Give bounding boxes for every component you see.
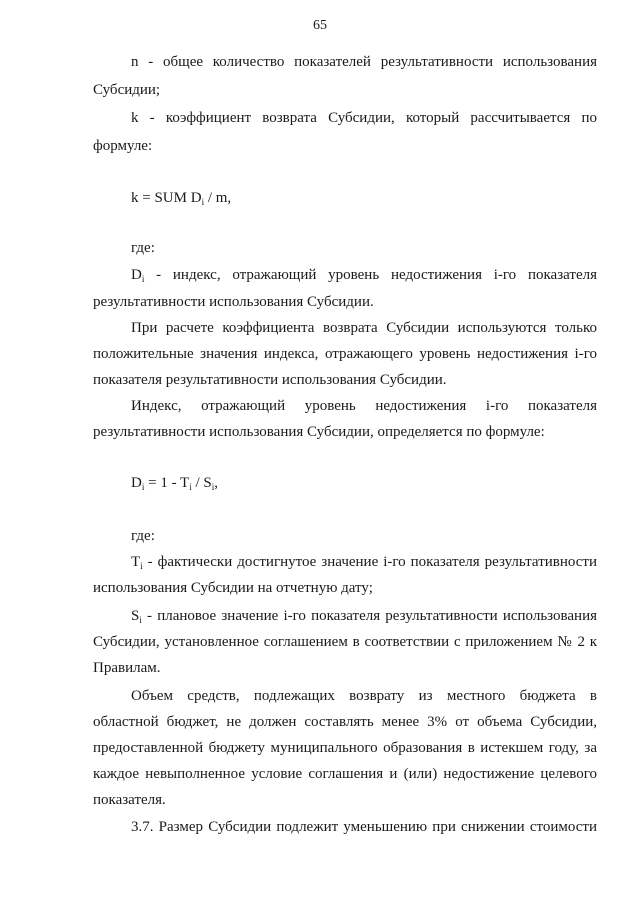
- text-line: результативности использования Субсидии, определяется по формуле:: [93, 424, 545, 440]
- formula-text: ,: [214, 475, 219, 491]
- text-line: предоставленной бюджету муниципального образования в истекшем году, за: [93, 740, 597, 756]
- text-line: каждое невыполненное условие соглашения и (или) недостижение целевого: [93, 766, 597, 782]
- text-line: k - коэффициент возврата Субсидии, который рассчитывается по: [131, 110, 597, 126]
- where-label: где:: [131, 528, 155, 544]
- text-line: n - общее количество показателей результативности использования: [131, 54, 597, 70]
- text-run: - плановое значение i-го показателя результативности использования: [141, 608, 597, 624]
- subscript: i: [201, 197, 205, 207]
- text-line: При расчете коэффициента возврата Субсидии используются только: [131, 320, 597, 336]
- text-line: положительные значения индекса, отражающего уровень недостижения i-го: [93, 346, 597, 362]
- var-d: D: [131, 267, 142, 283]
- text-line: Правилам.: [93, 660, 161, 676]
- text-line: результативности использования Субсидии.: [93, 294, 374, 310]
- text-line: использования Субсидии на отчетную дату;: [93, 580, 373, 596]
- text-line: [131, 552, 597, 576]
- text-line: областной бюджет, не должен составлять менее 3% от объема Субсидии,: [93, 714, 597, 730]
- formula-text: / m,: [204, 190, 232, 206]
- subscript: i: [211, 482, 215, 492]
- text-line: Объем средств, подлежащих возврату из местного бюджета в: [131, 688, 597, 704]
- text-line: [131, 606, 597, 630]
- text-run: - индекс, отражающий уровень недостижения i-го показателя: [144, 267, 597, 283]
- formula-d: [131, 473, 218, 497]
- text-run: - фактически достигнутое значение i-го показателя результативности: [142, 554, 597, 570]
- formula-text: D: [131, 475, 142, 491]
- var-s: S: [131, 608, 140, 624]
- subscript: i: [141, 274, 145, 284]
- formula-text: k = SUM D: [131, 190, 202, 206]
- text-line: [131, 265, 597, 289]
- text-line: Субсидии;: [93, 82, 161, 98]
- page-number: 65: [313, 18, 327, 33]
- subscript: i: [141, 482, 145, 492]
- subscript: i: [140, 561, 143, 571]
- where-label: где:: [131, 240, 155, 256]
- subscript: i: [189, 482, 192, 492]
- text-line: показателя.: [93, 792, 166, 808]
- subscript: i: [139, 615, 142, 625]
- text-line: 3.7. Размер Субсидии подлежит уменьшению при снижении стоимости: [131, 819, 597, 835]
- text-line: Индекс, отражающий уровень недостижения i-го показателя: [131, 398, 597, 414]
- text-line: показателя результативности использования Субсидии.: [93, 372, 447, 388]
- text-line: формуле:: [93, 138, 153, 154]
- text-line: Субсидии, установленное соглашением в соответствии с приложением № 2 к: [93, 634, 597, 650]
- formula-text: / S: [191, 475, 212, 491]
- formula-text: = 1 - T: [144, 475, 190, 491]
- var-t: T: [131, 554, 141, 570]
- formula-k: [131, 188, 231, 212]
